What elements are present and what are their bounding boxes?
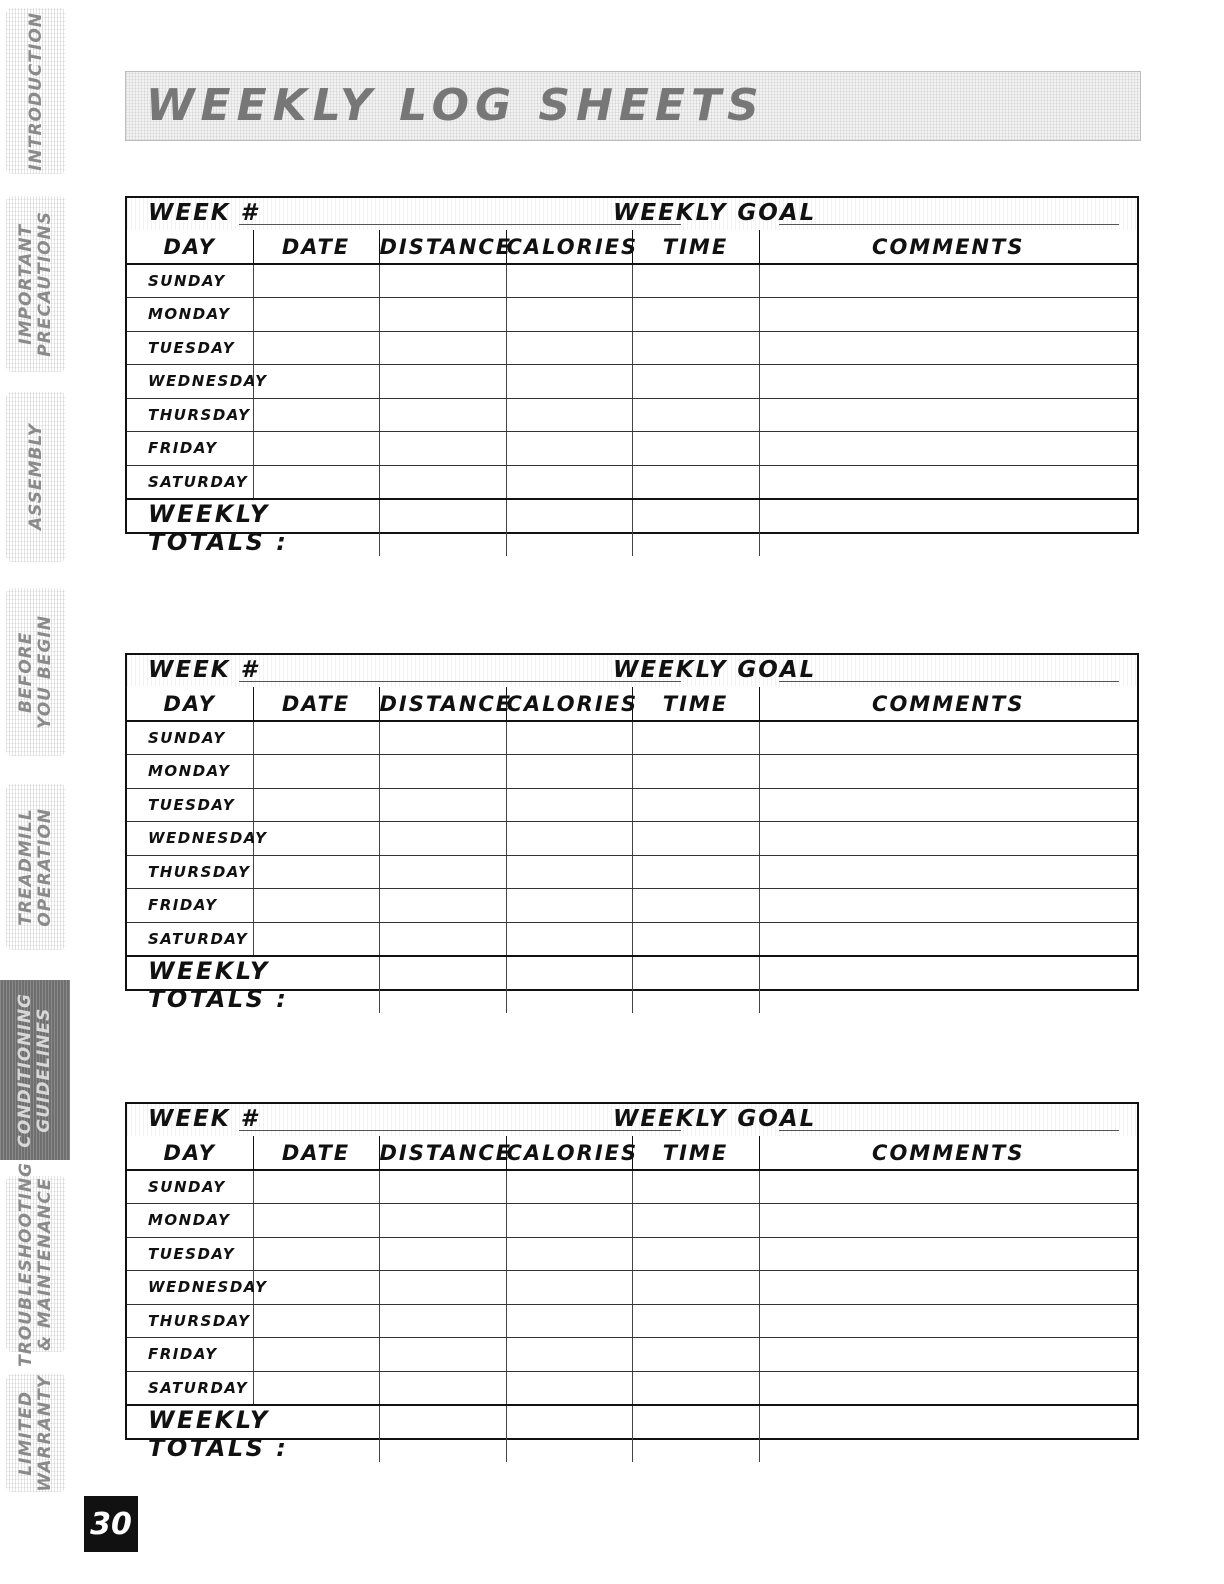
weekly-log-table xyxy=(125,1102,1139,1462)
day-label: TUESDAY xyxy=(127,331,253,365)
distance-cell[interactable] xyxy=(379,365,506,399)
column-header: CALORIES xyxy=(506,1136,632,1170)
day-label: TUESDAY xyxy=(127,1237,253,1271)
comments-cell[interactable] xyxy=(759,755,1137,789)
comments-cell[interactable] xyxy=(759,822,1137,856)
tab-label: IMPORTANT PRECAUTIONS xyxy=(16,211,55,357)
header-banner xyxy=(125,71,1141,141)
column-header: CALORIES xyxy=(506,230,632,264)
date-cell[interactable] xyxy=(253,788,379,822)
distance-cell[interactable] xyxy=(379,1237,506,1271)
date-cell[interactable] xyxy=(253,331,379,365)
tab-label: TREADMILL OPERATION xyxy=(16,807,55,927)
table-row xyxy=(127,922,1137,956)
tab-label: ASSEMBLY xyxy=(25,423,46,531)
comments-cell[interactable] xyxy=(759,788,1137,822)
comments-cell[interactable] xyxy=(759,398,1137,432)
calories-total-cell[interactable] xyxy=(506,1405,632,1462)
distance-cell[interactable] xyxy=(379,1170,506,1204)
date-cell[interactable] xyxy=(253,922,379,956)
table-row xyxy=(127,398,1137,432)
weekly-goal-field[interactable] xyxy=(779,224,1119,225)
table-row xyxy=(127,264,1137,298)
comments-cell[interactable] xyxy=(759,1304,1137,1338)
day-label: THURSDAY xyxy=(127,855,253,889)
day-label: FRIDAY xyxy=(127,889,253,923)
time-cell[interactable] xyxy=(632,331,759,365)
day-label: MONDAY xyxy=(127,1204,253,1238)
comments-cell[interactable] xyxy=(759,1204,1137,1238)
time-cell[interactable] xyxy=(632,398,759,432)
time-cell[interactable] xyxy=(632,1271,759,1305)
tab-troubleshooting-maintenance[interactable] xyxy=(6,1161,66,1367)
distance-cell[interactable] xyxy=(379,1371,506,1405)
calories-cell[interactable] xyxy=(506,398,632,432)
time-cell[interactable] xyxy=(632,755,759,789)
distance-cell[interactable] xyxy=(379,1204,506,1238)
week-number-label: WEEK # xyxy=(148,657,259,683)
log-grid xyxy=(127,687,1137,1013)
date-cell[interactable] xyxy=(253,855,379,889)
day-label: MONDAY xyxy=(127,298,253,332)
date-cell[interactable] xyxy=(253,1170,379,1204)
calories-cell[interactable] xyxy=(506,788,632,822)
day-label: WEDNESDAY xyxy=(127,822,253,856)
time-total-cell[interactable] xyxy=(632,499,759,556)
table-row xyxy=(127,331,1137,365)
column-header: DAY xyxy=(127,230,253,264)
day-label: THURSDAY xyxy=(127,398,253,432)
distance-cell[interactable] xyxy=(379,331,506,365)
column-header: DISTANCE xyxy=(379,230,506,264)
date-cell[interactable] xyxy=(253,755,379,789)
tab-label: INTRODUCTION xyxy=(25,11,46,171)
distance-cell[interactable] xyxy=(379,822,506,856)
day-label: SUNDAY xyxy=(127,264,253,298)
column-header: COMMENTS xyxy=(759,1136,1137,1170)
week-number-label: WEEK # xyxy=(148,200,259,226)
weekly-goal-field[interactable] xyxy=(779,681,1119,682)
table-row xyxy=(127,889,1137,923)
date-cell[interactable] xyxy=(253,1271,379,1305)
table-row xyxy=(127,1338,1137,1372)
calories-cell[interactable] xyxy=(506,855,632,889)
tab-label: TROUBLESHOOTING & MAINTENANCE xyxy=(16,1161,55,1367)
table-row xyxy=(127,1170,1137,1204)
day-label: FRIDAY xyxy=(127,432,253,466)
comments-cell[interactable] xyxy=(759,1170,1137,1204)
table-row xyxy=(127,1304,1137,1338)
comments-cell[interactable] xyxy=(759,855,1137,889)
calories-cell[interactable] xyxy=(506,1304,632,1338)
distance-cell[interactable] xyxy=(379,432,506,466)
tab-before-you-begin[interactable] xyxy=(6,588,66,756)
time-cell[interactable] xyxy=(632,1338,759,1372)
comments-cell[interactable] xyxy=(759,298,1137,332)
time-cell[interactable] xyxy=(632,1237,759,1271)
comments-cell[interactable] xyxy=(759,264,1137,298)
distance-cell[interactable] xyxy=(379,889,506,923)
table-row xyxy=(127,1371,1137,1405)
calories-cell[interactable] xyxy=(506,822,632,856)
column-header: DAY xyxy=(127,1136,253,1170)
weekly-goal-label: WEEKLY GOAL xyxy=(613,200,817,226)
time-cell[interactable] xyxy=(632,889,759,923)
comments-cell[interactable] xyxy=(759,889,1137,923)
time-cell[interactable] xyxy=(632,1304,759,1338)
column-header: TIME xyxy=(632,1136,759,1170)
distance-cell[interactable] xyxy=(379,1304,506,1338)
distance-total-cell[interactable] xyxy=(379,499,506,556)
date-cell[interactable] xyxy=(253,264,379,298)
time-cell[interactable] xyxy=(632,432,759,466)
time-cell[interactable] xyxy=(632,855,759,889)
page-number: 30 xyxy=(84,1496,138,1552)
column-header: DISTANCE xyxy=(379,1136,506,1170)
day-label: SATURDAY xyxy=(127,1371,253,1405)
log-header xyxy=(127,198,1137,230)
column-header-row xyxy=(127,230,1137,264)
table-row xyxy=(127,755,1137,789)
tab-limited-warranty[interactable] xyxy=(6,1374,66,1492)
tab-label: BEFORE YOU BEGIN xyxy=(16,615,55,729)
calories-cell[interactable] xyxy=(506,922,632,956)
calories-cell[interactable] xyxy=(506,264,632,298)
page-title: WEEKLY LOG SHEETS xyxy=(146,80,765,131)
date-cell[interactable] xyxy=(253,721,379,755)
calories-total-cell[interactable] xyxy=(506,499,632,556)
date-cell[interactable] xyxy=(253,465,379,499)
time-cell[interactable] xyxy=(632,298,759,332)
table-row xyxy=(127,1204,1137,1238)
calories-cell[interactable] xyxy=(506,1371,632,1405)
column-header-row xyxy=(127,1136,1137,1170)
comments-cell[interactable] xyxy=(759,365,1137,399)
time-total-cell[interactable] xyxy=(632,956,759,1013)
time-cell[interactable] xyxy=(632,822,759,856)
tab-label: LIMITED WARRANTY xyxy=(16,1374,55,1492)
date-cell[interactable] xyxy=(253,1237,379,1271)
distance-cell[interactable] xyxy=(379,298,506,332)
time-total-cell[interactable] xyxy=(632,1405,759,1462)
time-cell[interactable] xyxy=(632,922,759,956)
log-grid xyxy=(127,230,1137,556)
week-number-label: WEEK # xyxy=(148,1106,259,1132)
column-header: DAY xyxy=(127,687,253,721)
calories-cell[interactable] xyxy=(506,1237,632,1271)
weekly-goal-field[interactable] xyxy=(779,1130,1119,1131)
table-row xyxy=(127,1271,1137,1305)
table-row xyxy=(127,1237,1137,1271)
weekly-goal-label: WEEKLY GOAL xyxy=(613,1106,817,1132)
log-header xyxy=(127,1104,1137,1136)
calories-cell[interactable] xyxy=(506,1170,632,1204)
day-label: SUNDAY xyxy=(127,721,253,755)
date-cell[interactable] xyxy=(253,365,379,399)
weekly-log-table xyxy=(125,653,1139,1013)
column-header-row xyxy=(127,687,1137,721)
time-cell[interactable] xyxy=(632,365,759,399)
log-grid xyxy=(127,1136,1137,1462)
tab-introduction[interactable] xyxy=(6,8,66,174)
tab-label: CONDITIONING GUIDELINES xyxy=(15,992,54,1148)
column-header: COMMENTS xyxy=(759,687,1137,721)
weekly-totals-row xyxy=(127,956,1137,1013)
column-header: COMMENTS xyxy=(759,230,1137,264)
day-label: MONDAY xyxy=(127,755,253,789)
day-label: WEDNESDAY xyxy=(127,1271,253,1305)
comments-cell[interactable] xyxy=(759,721,1137,755)
date-cell[interactable] xyxy=(253,1371,379,1405)
column-header: DISTANCE xyxy=(379,687,506,721)
tab-treadmill-operation[interactable] xyxy=(6,784,66,950)
comments-total-cell[interactable] xyxy=(759,1405,1137,1462)
day-label: WEDNESDAY xyxy=(127,365,253,399)
date-cell[interactable] xyxy=(253,1338,379,1372)
distance-cell[interactable] xyxy=(379,788,506,822)
time-cell[interactable] xyxy=(632,465,759,499)
date-cell[interactable] xyxy=(253,1204,379,1238)
column-header: DATE xyxy=(253,1136,379,1170)
comments-cell[interactable] xyxy=(759,1237,1137,1271)
day-label: SATURDAY xyxy=(127,922,253,956)
table-row xyxy=(127,855,1137,889)
weekly-totals-label: WEEKLY TOTALS : xyxy=(148,1405,289,1462)
calories-total-cell[interactable] xyxy=(506,956,632,1013)
day-label: THURSDAY xyxy=(127,1304,253,1338)
day-label: TUESDAY xyxy=(127,788,253,822)
tab-assembly[interactable] xyxy=(6,392,66,562)
comments-total-cell[interactable] xyxy=(759,499,1137,556)
calories-cell[interactable] xyxy=(506,721,632,755)
weekly-goal-label: WEEKLY GOAL xyxy=(613,657,817,683)
comments-cell[interactable] xyxy=(759,1371,1137,1405)
calories-cell[interactable] xyxy=(506,365,632,399)
table-row xyxy=(127,298,1137,332)
table-row xyxy=(127,365,1137,399)
comments-cell[interactable] xyxy=(759,465,1137,499)
day-label: SUNDAY xyxy=(127,1170,253,1204)
tab-conditioning-guidelines[interactable] xyxy=(0,980,70,1160)
distance-cell[interactable] xyxy=(379,1271,506,1305)
date-cell[interactable] xyxy=(253,298,379,332)
tab-important-precautions[interactable] xyxy=(6,196,66,372)
comments-cell[interactable] xyxy=(759,922,1137,956)
calories-cell[interactable] xyxy=(506,331,632,365)
calories-cell[interactable] xyxy=(506,298,632,332)
distance-cell[interactable] xyxy=(379,1338,506,1372)
column-header: DATE xyxy=(253,687,379,721)
calories-cell[interactable] xyxy=(506,889,632,923)
calories-cell[interactable] xyxy=(506,755,632,789)
distance-cell[interactable] xyxy=(379,398,506,432)
time-cell[interactable] xyxy=(632,1204,759,1238)
column-header: TIME xyxy=(632,687,759,721)
distance-cell[interactable] xyxy=(379,922,506,956)
table-row xyxy=(127,465,1137,499)
column-header: TIME xyxy=(632,230,759,264)
distance-total-cell[interactable] xyxy=(379,1405,506,1462)
column-header: DATE xyxy=(253,230,379,264)
time-cell[interactable] xyxy=(632,788,759,822)
table-row xyxy=(127,721,1137,755)
comments-cell[interactable] xyxy=(759,1338,1137,1372)
distance-cell[interactable] xyxy=(379,721,506,755)
calories-cell[interactable] xyxy=(506,1338,632,1372)
comments-cell[interactable] xyxy=(759,1271,1137,1305)
day-label: SATURDAY xyxy=(127,465,253,499)
date-cell[interactable] xyxy=(253,1304,379,1338)
time-cell[interactable] xyxy=(632,264,759,298)
weekly-log-table xyxy=(125,196,1139,556)
distance-cell[interactable] xyxy=(379,855,506,889)
day-label: FRIDAY xyxy=(127,1338,253,1372)
calories-cell[interactable] xyxy=(506,465,632,499)
time-cell[interactable] xyxy=(632,1170,759,1204)
calories-cell[interactable] xyxy=(506,432,632,466)
time-cell[interactable] xyxy=(632,1371,759,1405)
column-header: CALORIES xyxy=(506,687,632,721)
weekly-totals-row xyxy=(127,1405,1137,1462)
distance-total-cell[interactable] xyxy=(379,956,506,1013)
weekly-totals-label: WEEKLY TOTALS : xyxy=(148,956,289,1013)
date-cell[interactable] xyxy=(253,432,379,466)
weekly-totals-label: WEEKLY TOTALS : xyxy=(148,499,289,556)
date-cell[interactable] xyxy=(253,822,379,856)
distance-cell[interactable] xyxy=(379,264,506,298)
weekly-totals-row xyxy=(127,499,1137,556)
comments-total-cell[interactable] xyxy=(759,956,1137,1013)
table-row xyxy=(127,822,1137,856)
log-header xyxy=(127,655,1137,687)
comments-cell[interactable] xyxy=(759,331,1137,365)
distance-cell[interactable] xyxy=(379,755,506,789)
comments-cell[interactable] xyxy=(759,432,1137,466)
calories-cell[interactable] xyxy=(506,1271,632,1305)
section-tabs xyxy=(0,0,70,1584)
time-cell[interactable] xyxy=(632,721,759,755)
date-cell[interactable] xyxy=(253,889,379,923)
table-row xyxy=(127,788,1137,822)
date-cell[interactable] xyxy=(253,398,379,432)
distance-cell[interactable] xyxy=(379,465,506,499)
table-row xyxy=(127,432,1137,466)
calories-cell[interactable] xyxy=(506,1204,632,1238)
